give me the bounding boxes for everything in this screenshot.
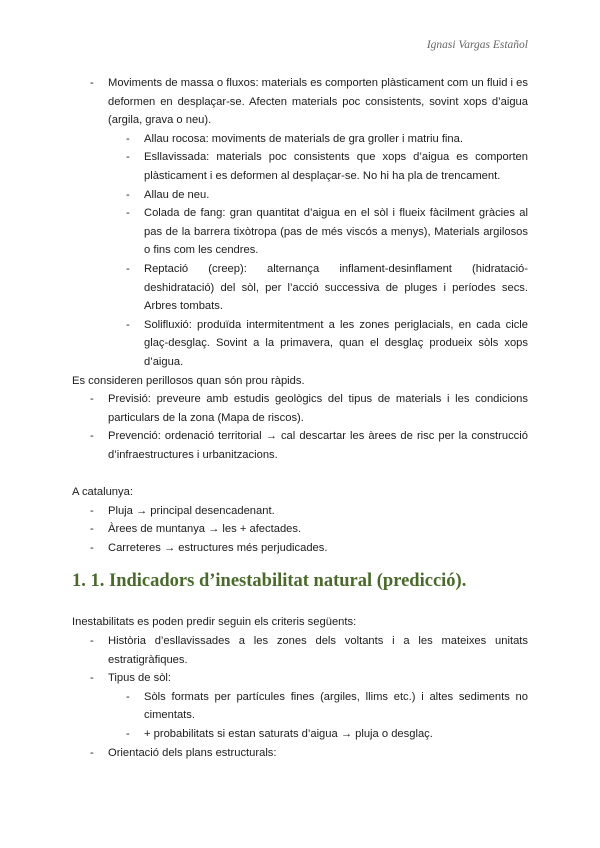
document-body [72, 74, 528, 762]
catalunya-intro: A catalunya: [72, 486, 133, 499]
mass-movement-list [72, 74, 528, 372]
list-item: - Allau rocosa: moviments de materials de gra groller i matriu fina. [108, 130, 528, 149]
list-item: - Colada de fang: gran quantitat d’aigua en el sòl i flueix fàcilment gràcies al pas de la barrera tixòtropa (pas de més viscós a menys), Materials argilosos o fins com les cendres. [108, 204, 528, 260]
list-item: - Prevenció: ordenació territorial → cal descartar les àrees de risc per la construcció d’infraestructures i urbanitzacions. [72, 427, 528, 464]
author-header: Ignasi Vargas Estañol [426, 39, 528, 51]
list-item: - Àrees de muntanya → les + afectades. [72, 520, 528, 539]
list-item: - Orientació dels plans estructurals: [72, 744, 528, 763]
perillosos-intro: Es consideren perillosos quan són prou ràpids. [72, 374, 305, 387]
list-item: - Història d’esllavissades a les zones dels voltants i a les mateixes unitats estratigràfiques. [72, 632, 528, 669]
mass-movement-types-list [108, 130, 528, 372]
soil-type-list [108, 688, 528, 744]
criteria-list [72, 632, 528, 762]
list-item: - Carreteres → estructures més perjudicades. [72, 539, 528, 558]
list-item: - Solifluxió: produïda intermitentment a les zones periglacials, en cada cicle glaç-desglaç. Sovint a la primavera, quan el desglaç produeix sòls xops d’aigua. [108, 316, 528, 372]
risk-management-list [72, 390, 528, 464]
list-item: - Reptació (creep): alternança inflament-desinflament (hidratació-deshidratació) del sòl, per l’acció successiva de pluges i períodes secs. Arbres tombats. [108, 260, 528, 316]
list-item [72, 74, 528, 372]
section-heading: 1. 1. Indicadors d’inestabilitat natural (predicció). [72, 571, 467, 592]
list-item: - Sòls formats per partícules fines (argiles, llims etc.) i altes sediments no cimentats. [108, 688, 528, 725]
tipus-sol-label: Tipus de sòl: [108, 672, 172, 685]
moviments-text: Moviments de massa o fluxos: materials es comporten plàsticament com un fluid i es deformen en desplaçar-se. Afecten materials poc consistents, sovint xops d’aigua (argila, grava o neu). [108, 77, 528, 127]
list-item: - Pluja → principal desencadenant. [72, 502, 528, 521]
spacer [72, 464, 528, 483]
criteria-intro: Inestabilitats es poden predir seguin els criteris següents: [72, 616, 357, 629]
list-item: - + probabilitats si estan saturats d’aigua → pluja o desglaç. [108, 725, 528, 744]
list-item: - Esllavissada: materials poc consistents que xops d’aigua es comporten plàsticament i es deformen al desplaçar-se. No hi ha pla de trencament. [108, 148, 528, 185]
list-item [72, 669, 528, 743]
catalunya-list [72, 502, 528, 558]
list-item: - Allau de neu. [108, 186, 528, 205]
list-item: - Previsió: preveure amb estudis geològics del tipus de materials i les condicions particulars de la zona (Mapa de riscos). [72, 390, 528, 427]
